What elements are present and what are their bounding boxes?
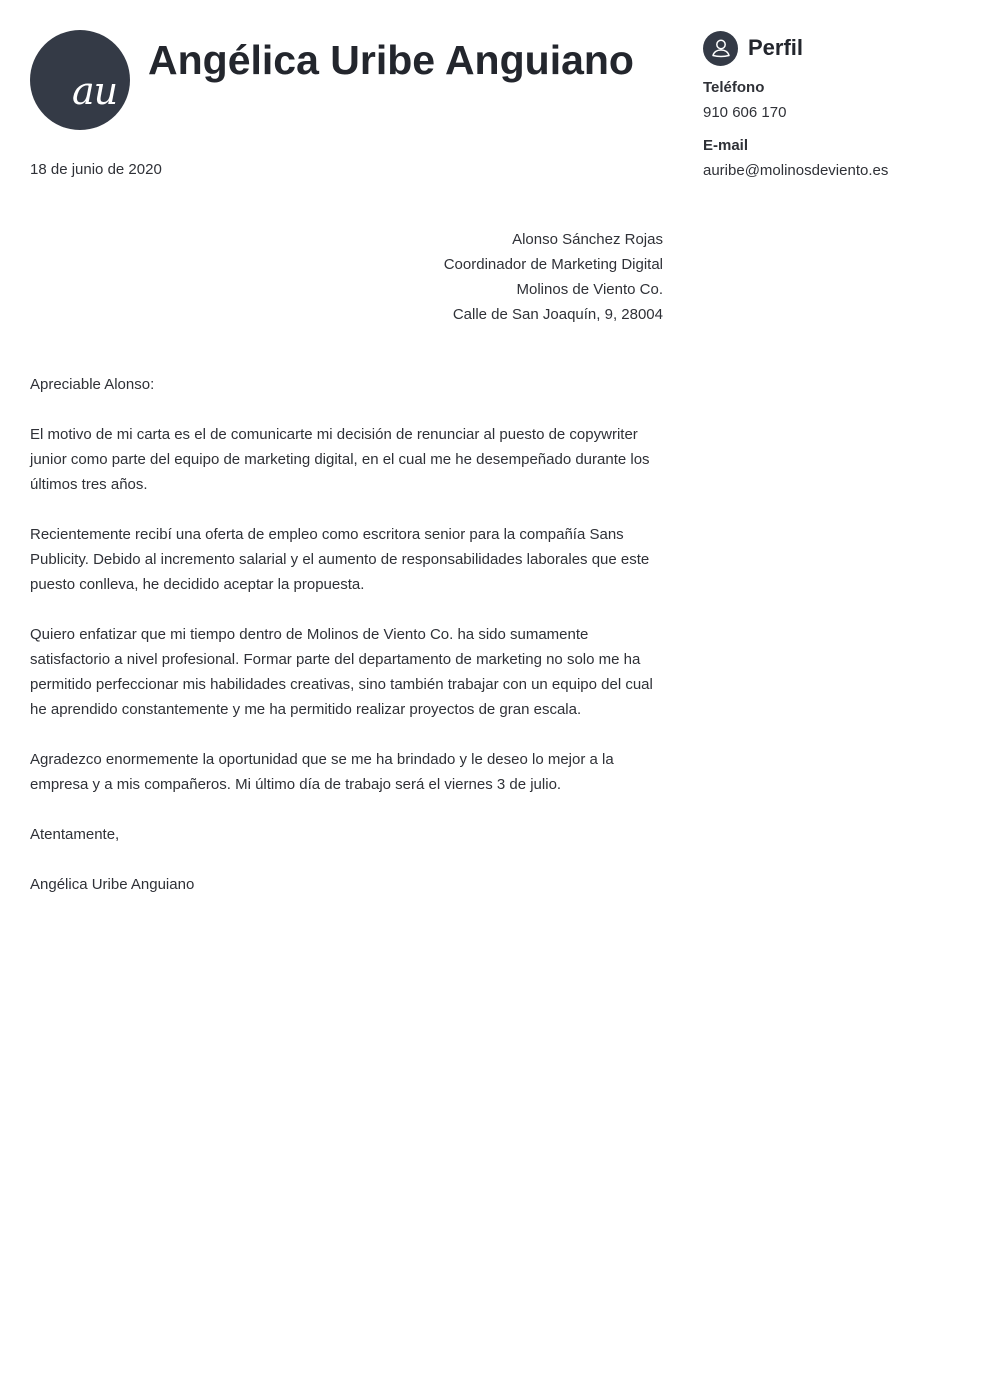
recipient-block: [444, 227, 663, 327]
recipient-company: Molinos de Viento Co.: [516, 281, 663, 298]
letter-paragraph: El motivo de mi carta es el de comunicarte mi decisión de renunciar al puesto de copywriter junior como parte del equipo de marketing digital, en el cual me he desempeñado durante los últimos tres años.: [30, 426, 650, 493]
user-icon: [703, 31, 738, 66]
letter-body: [30, 372, 665, 922]
letter-paragraph: Recientemente recibí una oferta de empleo como escritora senior para la compañía Sans Publicity. Debido al incremento salarial y el aumento de responsabilidades laborales que este puesto conlleva, he decidido aceptar la propuesta.: [30, 526, 650, 593]
profile-sidebar: [703, 30, 963, 181]
author-name: Angélica Uribe Anguiano: [148, 37, 634, 83]
recipient-name: Alonso Sánchez Rojas: [512, 231, 663, 248]
letter-paragraph: Quiero enfatizar que mi tiempo dentro de Molinos de Viento Co. ha sido sumamente satisfactorio a nivel profesional. Formar parte del departamento de marketing no solo me ha permitido perfeccionar mis habilidades creativas, sino también trabajar con un equipo del cual he aprendido constantemente y me ha permitido realizar proyectos de gran escala.: [30, 626, 653, 718]
recipient-title: Coordinador de Marketing Digital: [443, 256, 663, 273]
phone-label: Teléfono: [703, 79, 765, 96]
letter-date: 18 de junio de 2020: [30, 161, 162, 178]
profile-title: Perfil: [748, 35, 804, 60]
letter-closing: Atentamente,: [30, 826, 120, 843]
email-label: E-mail: [703, 137, 749, 154]
profile-header: [703, 30, 963, 66]
phone-value: 910 606 170: [703, 104, 787, 121]
letter-greeting: Apreciable Alonso:: [30, 376, 155, 393]
letter-paragraph: Agradezco enormemente la oportunidad que se me ha brindado y le deseo lo mejor a la empresa y a mis compañeros. Mi último día de trabajo será el viernes 3 de julio.: [30, 751, 614, 793]
monogram-initials: au: [72, 69, 118, 113]
monogram-avatar: [30, 30, 130, 130]
email-value: auribe@molinosdeviento.es: [703, 162, 889, 179]
letter-signature: Angélica Uribe Anguiano: [30, 876, 195, 893]
recipient-address: Calle de San Joaquín, 9, 28004: [452, 306, 663, 323]
